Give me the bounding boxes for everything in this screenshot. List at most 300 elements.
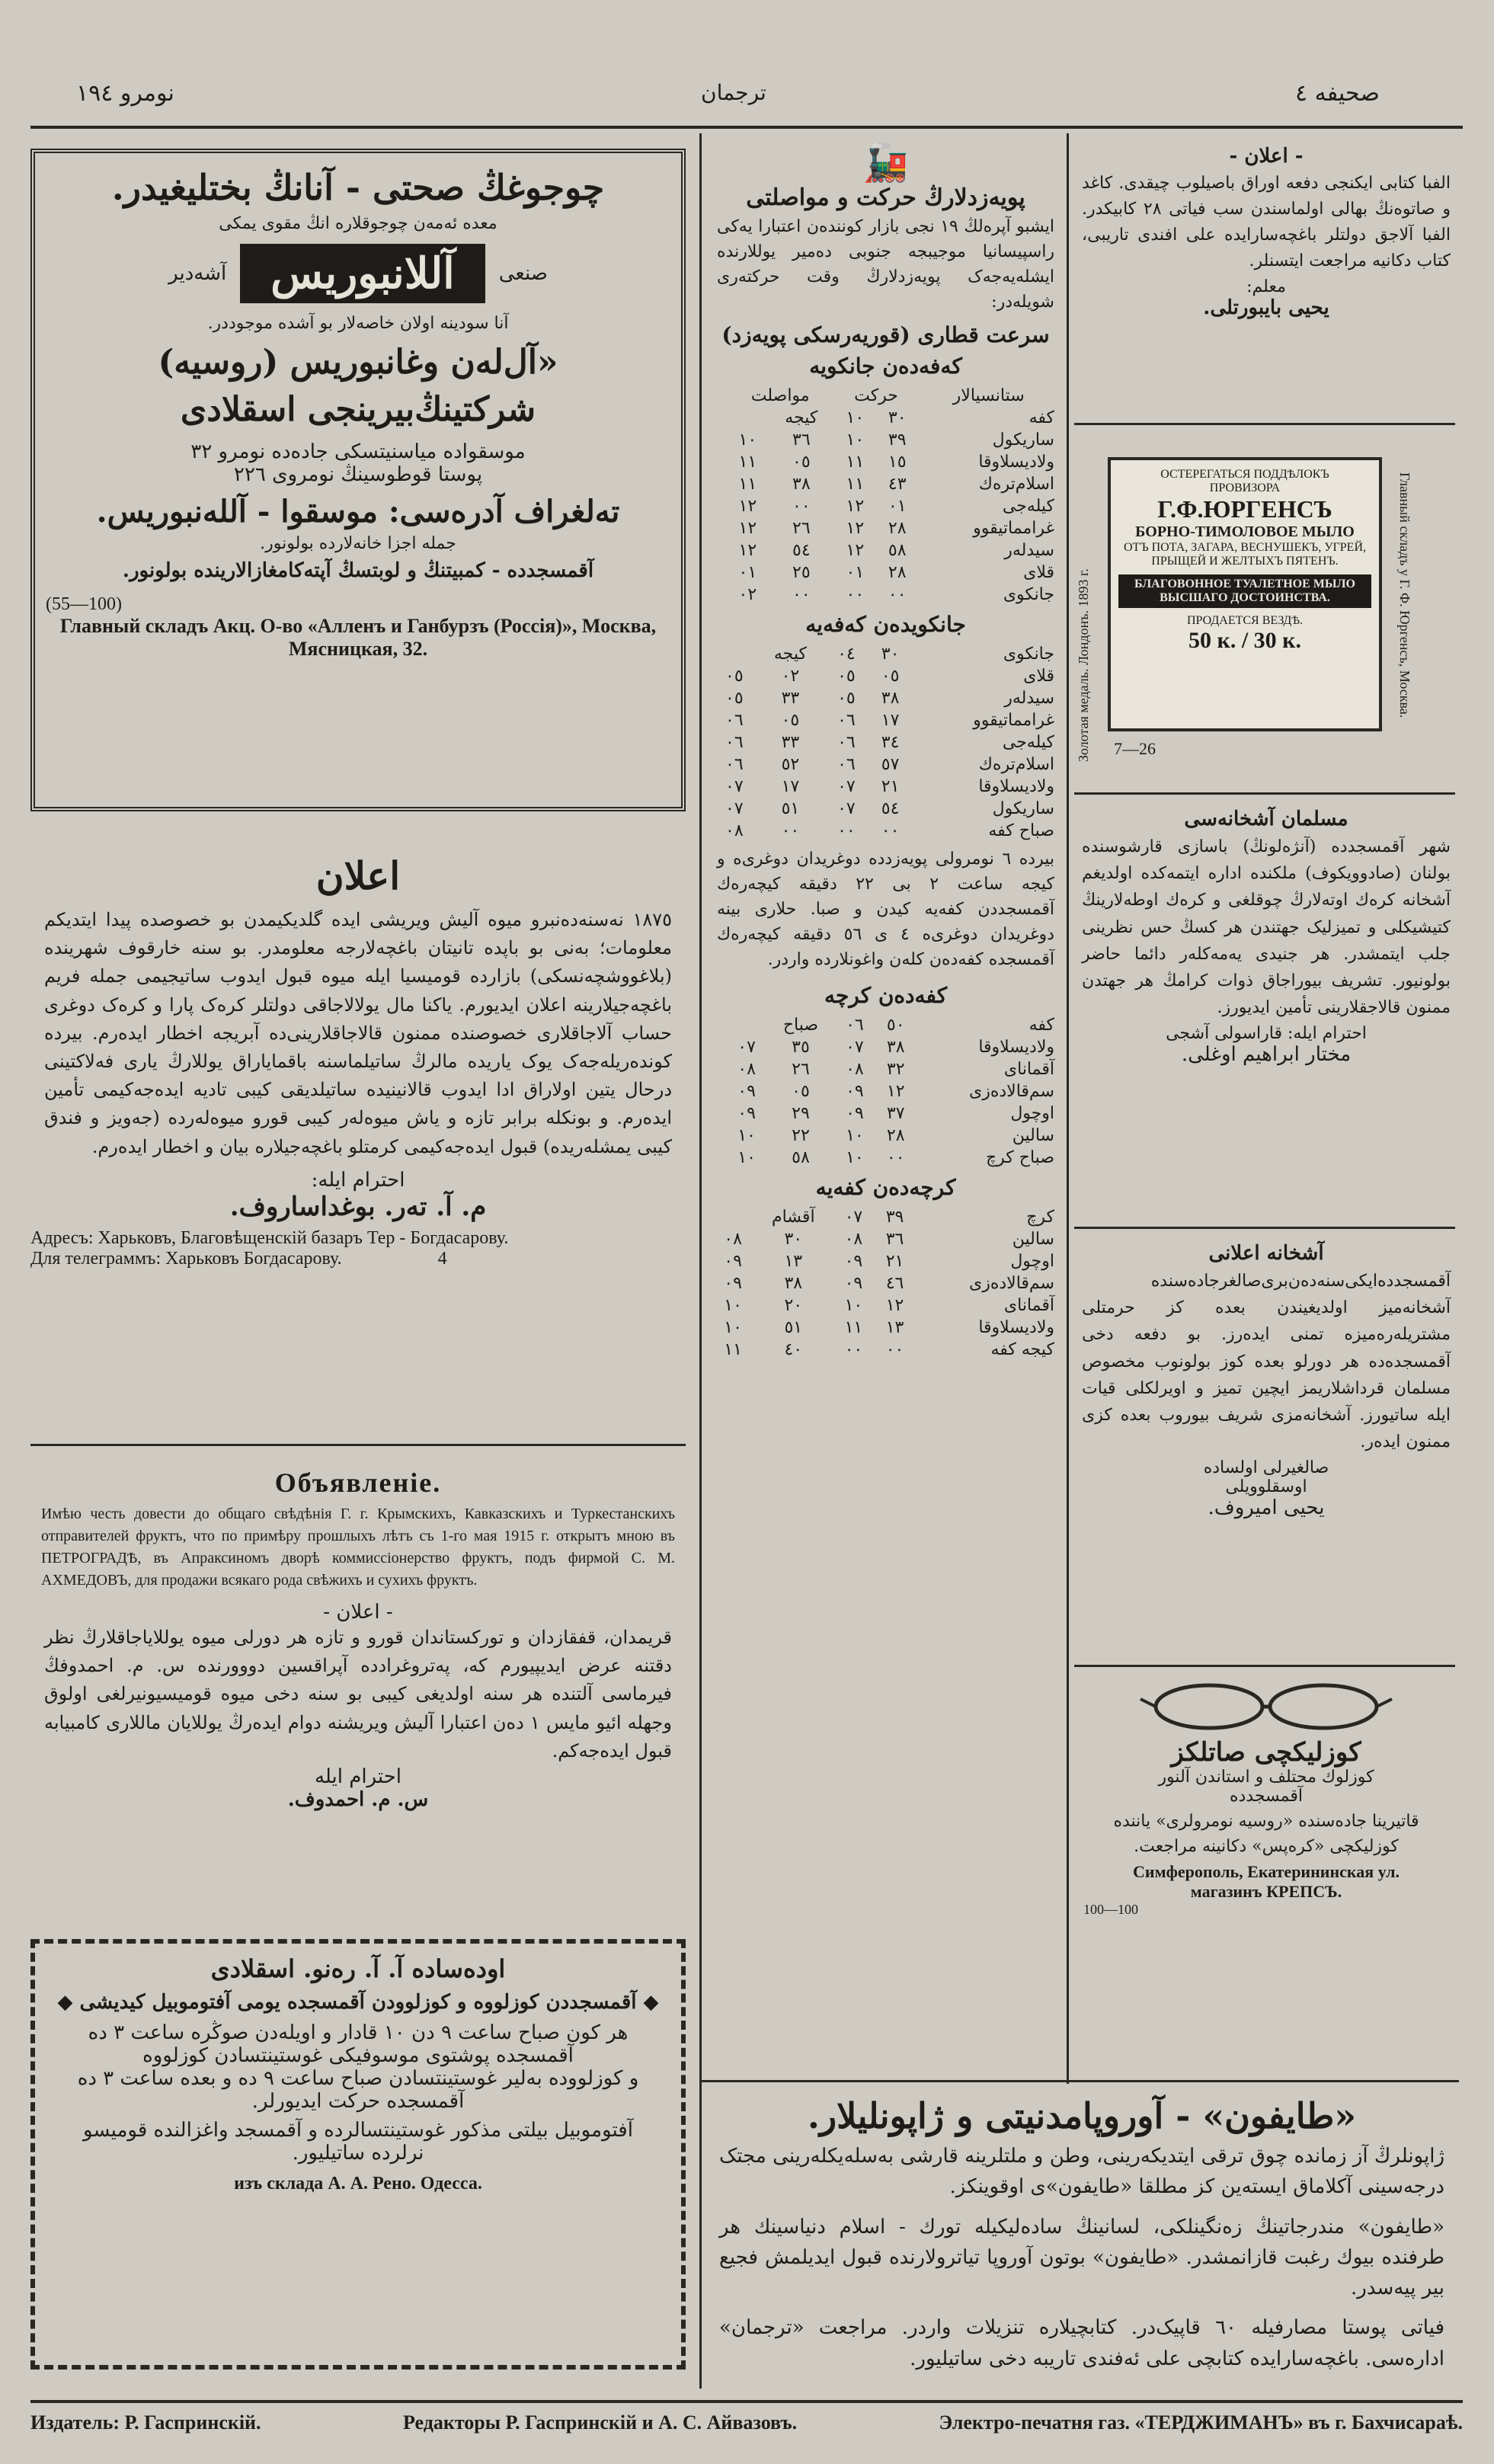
- obyavlenie-title: Объявленіе.: [274, 1467, 442, 1498]
- right-rule-2: [1074, 792, 1455, 795]
- time-cell: [712, 562, 727, 584]
- time-cell: ٠٦: [846, 1016, 864, 1035]
- station-cell: ساریکول: [992, 799, 1054, 818]
- station-cell: سالین: [1012, 1126, 1054, 1145]
- time-cell: ١٠: [846, 1148, 864, 1167]
- time-cell: ٠٩: [724, 1252, 742, 1271]
- time-cell: [712, 1102, 726, 1125]
- table1-body: [712, 407, 1059, 606]
- timetable-row: [712, 1294, 1059, 1317]
- glasses-sub: کوزلوك محتلف و استاندن آلنور: [1158, 1768, 1374, 1787]
- time-cell: ٣٢: [886, 1060, 905, 1079]
- time-cell: [712, 539, 727, 562]
- time-cell: ٤٦: [885, 1274, 904, 1293]
- reno-bullet: ◆ آقمسجددن کوزلووه و کوزلوودن آقمسجده یومی آفتوموبیل کیدیشی ◆: [57, 1991, 659, 2014]
- timetable-row: [712, 539, 1059, 562]
- time-cell: [712, 1014, 726, 1036]
- timetable-row: [712, 820, 1059, 842]
- timetable-row: [712, 709, 1059, 731]
- time-cell: [726, 1014, 767, 1036]
- table4-body: [712, 1206, 1059, 1361]
- time-cell: ٠٠: [886, 1148, 905, 1167]
- timetable-row: [712, 429, 1059, 451]
- timetable-row: [712, 1250, 1059, 1272]
- taifun-p1: ژاپونلرڭ آز زمانده چوق ترقی ایتدیکەرینی، وطن و ملتلرینه قارشی بەسلەیکلەرینی مجتک درجه‌سینی آکلاماق ایسته‌ین کز مطلقا «طایفون»ی اوقوینکز.: [719, 2145, 1444, 2199]
- time-cell: ٣٨: [792, 475, 811, 494]
- time-cell: ١٠: [846, 430, 865, 450]
- time-cell: ١٠: [846, 1126, 864, 1145]
- time-cell: ٠٧: [725, 777, 744, 796]
- time-cell: ٠٩: [737, 1104, 756, 1123]
- canteen2-ad: [1076, 1242, 1457, 1519]
- timetable-row: [712, 473, 1059, 495]
- timetable-row: [712, 517, 1059, 539]
- timetable-row: [712, 776, 1059, 798]
- ad-address1: موسقوادە میاسنیتسکی جادەدە نومرو ٣٢: [190, 440, 526, 464]
- soap-code: 7—26: [1114, 739, 1156, 758]
- time-cell: [712, 1058, 726, 1080]
- ilan-ad: [30, 853, 686, 1269]
- soap-l7: БЛАГОВОННОЕ ТУАЛЕТНОЕ МЫЛО: [1134, 578, 1355, 590]
- brand-row: [46, 244, 670, 303]
- time-cell: ٣٩: [888, 430, 907, 450]
- time-cell: ٣٠: [784, 1230, 803, 1249]
- time-cell: ١٣: [784, 1252, 803, 1271]
- time-cell: ٠٠: [792, 585, 811, 604]
- time-cell: ٠٠: [844, 1340, 863, 1359]
- station-cell: اوچول: [1010, 1104, 1054, 1123]
- time-cell: ١٥: [888, 453, 907, 472]
- left-rule-1: [30, 1444, 686, 1446]
- ad-company: «آل‌له‌ن وغانبوریس (روسیه) شرکتینڭ‌بیرینجی اسقلادی: [158, 343, 558, 429]
- canteen1-body: شهر آقمسجدده (آنژەلونڭ) باسازی قارشوسنده بولنان (صادوویکوف) ملکنده اداره ایتمەکده اولدیغم آشخانه کرەك اوتەلارڭ چوقلغی و کرەك اوطەلارینڭ کتیشیکلی و تمیزلیک جهتندن هر کسڭ حس نظرینی جلب ایتمشدر. هر جنیدی یەمەكلەر دائما حاضر بولونیور. تشریف بیوراجاق ذوات کرامڭ هر جهتدن ممنون قالاجقلارینی تأمین ایدیورز.: [1082, 837, 1451, 1018]
- time-cell: ٢٨: [886, 1126, 905, 1145]
- timetable-row: [712, 1080, 1059, 1102]
- time-cell: ١٢: [738, 519, 757, 538]
- station-cell: سیدلەر: [1004, 541, 1054, 560]
- time-cell: ٥١: [784, 1318, 803, 1337]
- time-cell: ١١: [738, 453, 757, 472]
- glasses-city: آقمسجدده: [1229, 1787, 1304, 1806]
- station-cell: جانکوی: [1003, 585, 1054, 604]
- time-cell: ٣٨: [881, 689, 900, 708]
- ad-headline: چوجوغڭ صحتی - آنانڭ بختلیغیدر.: [111, 167, 605, 208]
- trains-intro: ایشبو آپرەلڭ ١٩ نجی بازار کونندەن اعتبارا یەکی راسپیسانیا موجیبجه جنوبی دەمیر یوللارنده ایشلەیەجەک پویەزدلارڭ وقت حرکتەری شویلەدر:: [717, 217, 1054, 312]
- time-cell: ٠٩: [844, 1274, 863, 1293]
- time-cell: آقشام: [771, 1208, 815, 1227]
- ad-available: آنا سودینه اولان خاصەلار بو آشده موجوددر.: [207, 314, 509, 333]
- allenburys-ad: [30, 149, 686, 811]
- ad-subline: معده ئەمەن چوجوقلاره انڭ مقوی یمکی: [219, 214, 497, 233]
- time-cell: ٠٥: [837, 667, 856, 686]
- time-cell: [712, 1036, 726, 1058]
- time-cell: [712, 1147, 726, 1169]
- time-cell: ٠٠: [888, 585, 907, 604]
- dir4-title: کرچەدەن کفه‌یه: [815, 1175, 956, 1200]
- time-cell: ١٠: [846, 408, 865, 427]
- canteen2-title: آشخانه اعلانی: [1208, 1242, 1324, 1265]
- footer-rule: [30, 2400, 1463, 2403]
- ilan-ru-telegram-text: Для телеграммъ: Харьковъ Богдасарову.: [30, 1248, 342, 1269]
- time-cell: [712, 643, 757, 665]
- time-cell: ١٢: [846, 541, 865, 560]
- time-cell: ٠٤: [837, 645, 856, 664]
- time-cell: ٢٠: [784, 1296, 803, 1315]
- timetable-row: [712, 1228, 1059, 1250]
- ad-code: (55—100): [46, 594, 122, 615]
- time-cell: ٠١: [888, 497, 907, 516]
- timetable-row: [712, 1058, 1059, 1080]
- taifun-p3: فیاتی پوستا مصارفیله ٦٠ قاپیک‌در. کتابچیلاره تنزیلات واردر. مراجعت «ترجمان» اداره‌سی. باغچه‌سارایده کتابچی علی ئەفندی تاریبه دخی ساتیلیور.: [719, 2316, 1444, 2370]
- table3: [712, 1014, 1059, 1169]
- time-cell: ١٠: [724, 1318, 742, 1337]
- soap-l9: ПРОДАЕТСЯ ВЕЗДѢ.: [1186, 614, 1304, 627]
- timetable-row: [712, 1339, 1059, 1361]
- time-cell: کیجه: [785, 408, 818, 427]
- trains-title: پویەزدلارڭ حرکت و مواصلتی: [746, 184, 1025, 211]
- footer-printer: Электро-печатня газ. «ТЕРДЖИМАНЪ» въ г. Бахчисараѣ.: [939, 2411, 1463, 2434]
- ad-address2: پوستا قوطوسینڭ نومروی ٢٢٦: [233, 463, 483, 487]
- time-cell: ٠٥: [725, 667, 744, 686]
- ilan2-body: الفبا کتابی ایکنجی دفعه اوراق باصیلوب چیقدی. کاغد و صاتوەنڭ بهالی اولماسندن سب فیاتی ٢٨ کابیکدر. الفبا آلاجق دولتلر باغچه‌سارایده علی افندی تاریبی، کتاب دکانیه مراجعت ایتسنلر.: [1082, 174, 1451, 271]
- time-cell: ١١: [846, 475, 865, 494]
- time-cell: ٠٥: [781, 711, 800, 730]
- time-cell: ٠٧: [844, 1208, 863, 1227]
- timetable-row: [712, 1036, 1059, 1058]
- issue-number: نومرو ۱۹٤: [76, 80, 174, 107]
- time-cell: ٠٠: [837, 821, 856, 840]
- brand-logo: آللانبوریس: [240, 244, 485, 303]
- time-cell: ٠٥: [881, 667, 900, 686]
- time-cell: ٠٦: [837, 711, 856, 730]
- ilan-ru-address: Адресъ: Харьковъ, Благовѣщенскій базаръ Тер - Богдасарову.: [30, 1227, 509, 1248]
- footer-publisher: Издатель: Р. Гаспринскій.: [30, 2411, 261, 2434]
- soap-label: [1108, 457, 1382, 731]
- trains-note: بیرده ٦ نومرولی پویەزددە دوغریدان دوغری‌ه و کیجه ساعت ٢ بی ٢٢ دقیقه کیچەرەك آقمسجددن کفه‌یه کیدن و صبا. حلاری بینه دوغریدان دوغری‌ه ٤ ی ٥٦ دقیقه کیچەرەك آقمسجده کفه‌دەن کلەن واغونلاردە واردر.: [717, 850, 1054, 969]
- time-cell: ٥٨: [888, 541, 907, 560]
- reno-line6: نرلرده ساتیلیور.: [292, 2142, 424, 2165]
- glasses-addr: قاتیرینا جادەسنده «روسیه نومرولری» یاننده کوزلیکچی «کرەپس» دکانینه مراجعت.: [1113, 1812, 1419, 1856]
- station-cell: ولادیسلاوقا: [978, 777, 1054, 796]
- station-cell: سیدلەر: [1004, 689, 1054, 708]
- time-cell: ٣٩: [885, 1208, 904, 1227]
- time-cell: ١١: [738, 475, 757, 494]
- obyavlenie-ilan-title: - اعلان -: [323, 1601, 393, 1624]
- time-cell: ٥٢: [781, 755, 800, 774]
- soap-ad: [1076, 442, 1457, 777]
- time-cell: ٠١: [738, 563, 757, 582]
- canteen1-ad: [1076, 808, 1457, 1066]
- time-cell: [712, 429, 727, 451]
- time-cell: ٣٨: [886, 1038, 905, 1057]
- reno-ad: [30, 1939, 686, 2370]
- time-cell: [712, 495, 727, 517]
- glasses-ru1: Симферополь, Екатерининская ул.: [1133, 1862, 1400, 1881]
- time-cell: ٢٢: [792, 1126, 810, 1145]
- time-cell: ٠٩: [844, 1252, 863, 1271]
- locomotive-icon: 🚂: [862, 142, 909, 184]
- ad-ru-line2: Мясницкая, 32.: [288, 638, 428, 661]
- time-cell: ١١: [844, 1318, 863, 1337]
- taifun-rule: [701, 2080, 1459, 2082]
- table1-header: [712, 385, 1059, 407]
- time-cell: ٢٥: [792, 563, 811, 582]
- station-cell: اوچول: [1010, 1252, 1054, 1271]
- time-cell: ٥٠: [886, 1016, 905, 1035]
- time-cell: ٠٥: [725, 689, 744, 708]
- header-rule: [30, 126, 1463, 129]
- station-cell: سم‌قالادەزی: [968, 1274, 1054, 1293]
- time-cell: ٠٠: [846, 585, 865, 604]
- timetable-row: [712, 731, 1059, 754]
- time-cell: ٤٠: [784, 1340, 803, 1359]
- time-cell: ٣٧: [886, 1104, 905, 1123]
- time-cell: ١٧: [781, 777, 800, 796]
- timetable-row: [712, 451, 1059, 473]
- time-cell: ٥٤: [792, 541, 811, 560]
- dir1-title: کەفەدەن جانکویه: [809, 354, 962, 379]
- time-cell: کیجه: [773, 645, 807, 664]
- glasses-code: 100—100: [1083, 1902, 1138, 1917]
- station-cell: قلای: [1023, 667, 1054, 686]
- taifun-ad: [709, 2095, 1455, 2379]
- reno-line4: آقمسجده حرکت ایدیورلر.: [251, 2090, 465, 2113]
- soap-dark-band: [1118, 574, 1371, 608]
- soap-side-left: Золотая медаль. Лондонъ. 1893 г.: [1076, 568, 1091, 762]
- ad-pharmacies: جمله اجزا خانەلاردە بولونور.: [260, 534, 456, 554]
- time-cell: صباح: [782, 1016, 819, 1035]
- time-cell: ١٣: [885, 1318, 904, 1337]
- time-cell: ٥٨: [792, 1148, 810, 1167]
- timetable-row: [712, 687, 1059, 709]
- ilan-regards: احترام ایله:: [311, 1168, 405, 1192]
- time-cell: ٣٤: [881, 733, 900, 752]
- time-cell: ١٠: [737, 1126, 756, 1145]
- station-cell: آقمانای: [1003, 1296, 1054, 1315]
- time-cell: [712, 473, 727, 495]
- time-cell: ١٢: [846, 519, 865, 538]
- station-cell: جانکوی: [1003, 645, 1054, 664]
- time-cell: ١٧: [881, 711, 900, 730]
- reno-title: اودەساده آ. آ. رەنو. اسقلادی: [210, 1954, 506, 1983]
- ilan2-sign-label: معلم:: [1246, 277, 1286, 297]
- station-cell: سالین: [1012, 1230, 1054, 1249]
- taifun-p2: «طایفون» مندرجاتینڭ زەنگینلکی، لسانینڭ ساده‌لیکیله تورك - اسلام دنیاسینك هر طرفنده بیوك رغبت قازانمشدر. «طایفون» بوتون آوروپا تیاترولارنده قبول ایدیلمش فجیع بیر پیه‌سدر.: [719, 2215, 1444, 2300]
- time-cell: ٠٨: [844, 1230, 863, 1249]
- canteen2-s1: صالغیرلی اولساده: [1203, 1458, 1329, 1478]
- table4: [712, 1206, 1059, 1361]
- time-cell: ٠٥: [792, 1082, 810, 1101]
- timetable-row: [712, 1147, 1059, 1169]
- time-cell: ٠٩: [846, 1104, 864, 1123]
- ilan2-ad: [1076, 145, 1457, 319]
- th-depart: حرکت: [854, 386, 898, 405]
- time-cell: ٣٦: [792, 430, 811, 450]
- soap-l4: БОРНО-ТИМОЛОВОЕ МЫЛО: [1135, 523, 1355, 540]
- brand-suffix: آشەدیر: [168, 262, 227, 285]
- table2: [712, 643, 1059, 842]
- soap-l8: ВЫСШАГО ДОСТОИНСТВА.: [1160, 591, 1330, 604]
- canteen2-signature: یحیی امیروف.: [1208, 1496, 1325, 1520]
- ad-telegraph: تەلغراف آدرەسی: موسقوا - آللەنبوریس.: [96, 494, 620, 530]
- dir2-title: جانکویدەن کەفەیه: [805, 612, 966, 637]
- time-cell: ٠٥: [792, 453, 811, 472]
- time-cell: ١١: [724, 1340, 742, 1359]
- timetable-row: [712, 1272, 1059, 1294]
- time-cell: ٢٦: [792, 519, 811, 538]
- ilan2-signature: یحیی بایبورتلی.: [1203, 296, 1329, 320]
- soap-price: 50 к. / 30 к.: [1188, 628, 1301, 653]
- time-cell: ٥١: [781, 799, 800, 818]
- time-cell: ٠٩: [737, 1082, 756, 1101]
- time-cell: ٣٨: [784, 1274, 803, 1293]
- ilan-signature: م. آ. تەر. بوغداساروف.: [229, 1191, 487, 1222]
- canteen2-body: آقمسجدده‌ایکی‌سنه‌دەن‌بری‌صالغرجادەسنده آشخانەمیز اولدیغیندن بعده کز حرمتلی مشتریلەرەمیزە تمنی ایدەرز. بو دفعه دخی آقمسجده‌ده هر دورلو بعده کوز بولونوب مخصوص مسلمان قرداشلاریمز ایچین تمیز و اویرلکلی قیات ایله ساتیورز. آشخانه‌مزی شریف بیوروب بعده کزی ممنون ایده‌ر.: [1082, 1272, 1451, 1452]
- time-cell: ٣٣: [781, 733, 800, 752]
- time-cell: ٠٨: [846, 1060, 864, 1079]
- station-cell: کیلەجی: [1002, 733, 1054, 752]
- timetable-row: [712, 665, 1059, 687]
- ilan2-title: - اعلان -: [1229, 145, 1304, 168]
- time-cell: ١٠: [724, 1296, 742, 1315]
- time-cell: ٠٦: [725, 733, 744, 752]
- time-cell: ٤٣: [888, 475, 907, 494]
- timetable-row: [712, 798, 1059, 820]
- time-cell: ٠٦: [837, 733, 856, 752]
- time-cell: ٠٨: [724, 1230, 742, 1249]
- time-cell: ١٠: [737, 1148, 756, 1167]
- ad-ru-line1: Главный складъ Акц. О-во «Алленъ и Ганбурзъ (Россія)», Москва,: [59, 615, 657, 638]
- obyavlenie-ad: [30, 1467, 686, 1811]
- station-cell: صباح کفه: [988, 821, 1054, 840]
- time-cell: ١٠: [844, 1296, 863, 1315]
- timetable-row: [712, 407, 1059, 429]
- canteen1-regards: احترام ایله: قاراسولی آشجی: [1166, 1024, 1367, 1044]
- brand-prefix: صنعی: [498, 262, 548, 285]
- station-cell: ولادیسلاوقا: [978, 1318, 1054, 1337]
- canteen2-s2: اوسقلوویلی: [1225, 1477, 1307, 1497]
- time-cell: ٠٧: [837, 799, 856, 818]
- station-cell: قلای: [1023, 563, 1054, 582]
- table3-body: [712, 1014, 1059, 1169]
- time-cell: ١١: [846, 453, 865, 472]
- time-cell: ٣٦: [885, 1230, 904, 1249]
- station-cell: ولادیسلاوقا: [978, 1038, 1054, 1057]
- ilan-ru-telegram: [30, 1249, 686, 1269]
- time-cell: ٠٠: [885, 1340, 904, 1359]
- time-cell: [727, 407, 769, 429]
- time-cell: ٥٧: [881, 755, 900, 774]
- page-number: صحیفه ٤: [1295, 80, 1380, 107]
- reno-line1: هر کون صباح ساعت ۹ دن ۱۰ قادار و اویلەدن صوڭره ساعت ۳ ده: [88, 2021, 629, 2044]
- station-cell: آقمانای: [1003, 1060, 1054, 1079]
- time-cell: [712, 584, 727, 606]
- time-cell: ٠٦: [837, 755, 856, 774]
- station-cell: صباح کرچ: [985, 1148, 1054, 1167]
- obyavlenie-signature: س. م. احمدوف.: [287, 1787, 429, 1811]
- glasses-ad: [1076, 1676, 1457, 1918]
- soap-l5: ОТЪ ПОТА, ЗАГАРА, ВЕСНУШЕКЪ, УГРЕЙ,: [1124, 541, 1366, 554]
- time-cell: ٢٦: [792, 1060, 810, 1079]
- th-station: ستانسیالار: [952, 386, 1025, 405]
- ad-shops: آقمسجدده - کمبیتنڭ و لوبتسڭ آپتەکامغازالارینده بولونور.: [122, 559, 594, 583]
- soap-l1: ОСТЕРЕГАТЬСЯ ПОДДѢЛОКЪ: [1160, 468, 1329, 481]
- canteen1-signature: مختار ابراهیم اوغلی.: [1181, 1043, 1352, 1067]
- time-cell: ١٢: [738, 497, 757, 516]
- soap-l2: ПРОВИЗОРА: [1209, 482, 1281, 494]
- station-cell: اسلام‌ترەك: [978, 475, 1054, 494]
- station-cell: اسلام‌ترەك: [978, 755, 1054, 774]
- station-cell: سم‌قالادەزی: [968, 1082, 1054, 1101]
- glasses-ru2: магазинъ КРЕПСЪ.: [1190, 1882, 1342, 1901]
- time-cell: ٠٠: [881, 821, 900, 840]
- reno-bullet-text: آقمسجددن کوزلووه و کوزلوودن آقمسجده یومی آفتوموبیل کیدیشی: [79, 1991, 637, 2014]
- newspaper-name: ترجمان: [701, 80, 766, 105]
- station-cell: کیجه کفه: [990, 1340, 1054, 1359]
- time-cell: ٠٨: [725, 821, 744, 840]
- time-cell: ٢٩: [792, 1104, 810, 1123]
- time-cell: ٣٠: [888, 408, 907, 427]
- reno-line2: آقمسجده پوشتوی موسوفیکی غوستینتسادن کوزلووه: [142, 2044, 574, 2067]
- right-rule-4: [1074, 1665, 1455, 1667]
- obyavlenie-ilan-body: قریمدان، قفقازدان و تورکستاندان قورو و تازه هر دورلی میوه یوللایاجاقلارڭ نظر دقتنه عرض ایدیپیورم که، پەتروغرادده آپراقسین دووورنده س. م. احمدوفڭ فیرماسی آلتنده هر سنه اولدیغی کیبی بو سنه دخی میوه قومیسیونیرلغی اولوق وجهله ائیو مایس ١ دەن اعتبارا آلیش ویریشنه دوام ایدەرڭ یوللایان ماللاری کامبیابه قبول ایده‌جه‌کم.: [44, 1627, 672, 1762]
- time-cell: ٠٩: [724, 1274, 742, 1293]
- time-cell: ٠٥: [837, 689, 856, 708]
- time-cell: [712, 407, 727, 429]
- time-cell: [712, 451, 727, 473]
- time-cell: ٠٦: [725, 755, 744, 774]
- table1: [712, 385, 1059, 606]
- timetable-row: [712, 1102, 1059, 1125]
- ilan-body: ١٨٧٥ نەسنەدەنبرو میوه آلیش ویریشی ایده گلدیکیمدن بو خصوصده پیدا ایتدیکم معلومات؛ بەنی بو باپده تانیتان باغچەلارجه معلومدر. بو سنه خارقوف شهرینده (بلاغووشچەنسکی) بازارده قومیسیا ایله میوه قبول ایدوب ساتیجیمی جمله فریم باغچه‌جیلارینه اعلان ایدیورم. یاکنا مال یولالاجاقی دولتلر کرەک پارا و کرەک دوغری حساب آلاجاقلاری خصوصنده ممنون قالاجاقلارینی‌ده آبریجه اخطار ایده‌رم. بیرده کوندەریلەجەک یوک یاریده مالرڭ ساتیلماسنه باقمایاراق یوللارڭ یاری فەلاکتینی درحال یتین اولاراق ادا ایدوب قالانینیده ساتیلدیقی کیبی تادیه ایده‌جه‌کیمی تأمین ایدەرم. و بونکله برابر تازه و یاش میوه‌لەر کیبی قورو میوه‌لەرده (جەویز و فندق کیبی یمشلەریده) قبول ایده‌جه‌کیمی کرمتلو باغچه‌جیلاره بیان و اخطار ایدەرم.: [44, 909, 672, 1157]
- station-cell: کفه: [1029, 1016, 1054, 1035]
- taifun-title: «طایفون» - آوروپامدنیتی و ژاپونلیلار.: [807, 2095, 1357, 2136]
- reno-line5: آفتوموبیل بیلتی مذکور غوستینتسالرده و آقمسجد واغزالنده قومیسو: [83, 2119, 633, 2142]
- time-cell: ١٢: [846, 497, 865, 516]
- timetable-row: [712, 495, 1059, 517]
- time-cell: ١٢: [738, 541, 757, 560]
- time-cell: ١٢: [885, 1296, 904, 1315]
- time-cell: ٠٧: [725, 799, 744, 818]
- time-cell: [712, 517, 727, 539]
- station-cell: ساریکول: [992, 430, 1054, 450]
- soap-l6: ПРЫЩЕЙ И ЖЕЛТЫХЪ ПЯТЕНЪ.: [1151, 555, 1339, 568]
- ilan-title: اعلان: [315, 853, 401, 898]
- time-cell: ٥٤: [881, 799, 900, 818]
- time-cell: ٢٨: [888, 519, 907, 538]
- obyavlenie-body: Имѣю честь довести до общаго свѣдѣнія Г. г. Крымскихъ, Кавказскихъ и Туркестанскихъ отправителей фруктъ, что по примѣру прошлыхъ лѣтъ съ 1-го мая 1915 г. открытъ мною въ ПЕТРОГРАДѢ, въ Апраксиномъ дворѣ коммиссіонерство фруктъ, подъ фирмой С. М. АХМЕДОВЪ, для продажи всякаго рода свѣжихъ и сухихъ фруктъ.: [41, 1506, 675, 1589]
- soap-side-right: Главный складъ у Г. Ф. Юргенсъ, Москва.: [1397, 472, 1412, 718]
- timetable-row: [712, 1125, 1059, 1147]
- page-header: [30, 72, 1463, 126]
- time-cell: ٠٠: [781, 821, 800, 840]
- time-cell: ٠١: [846, 563, 865, 582]
- column-rule-1: [699, 133, 702, 2389]
- reno-ru: изъ склада А. А. Рено. Одесса.: [234, 2174, 482, 2194]
- time-cell: ٠٢: [781, 667, 800, 686]
- station-cell: کرچ: [1026, 1208, 1054, 1227]
- time-cell: ١٢: [886, 1082, 905, 1101]
- timetable-row: [712, 754, 1059, 776]
- time-cell: [712, 1125, 726, 1147]
- timetable-row: [712, 562, 1059, 584]
- timetable-row: [712, 1014, 1059, 1036]
- time-cell: ٠٦: [725, 711, 744, 730]
- glasses-title: کوزلیکچی صاتلکز: [1171, 1737, 1361, 1768]
- time-cell: ٠٨: [737, 1060, 756, 1079]
- th-arrival: مواصلت: [750, 386, 810, 405]
- time-cell: ١٠: [738, 430, 757, 450]
